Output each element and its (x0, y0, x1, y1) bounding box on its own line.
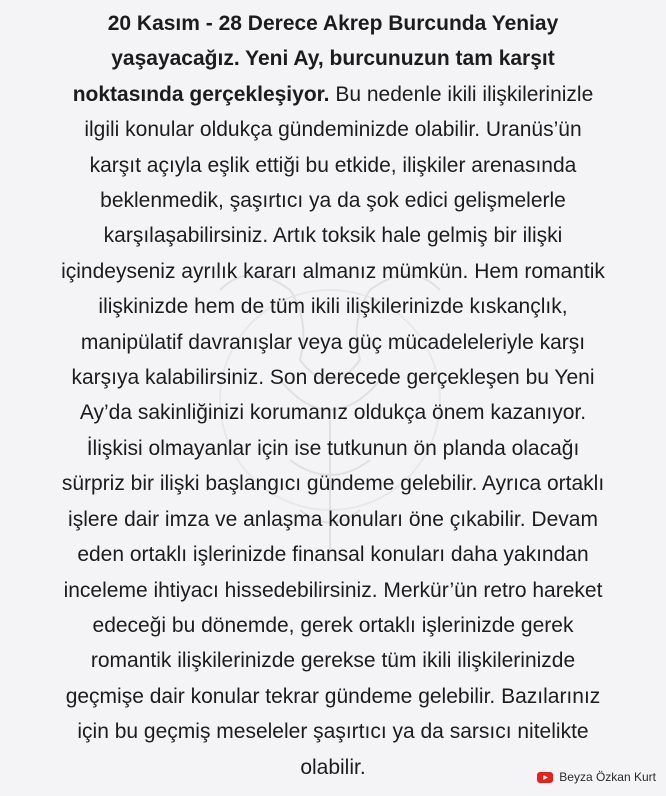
article-text: karşıt açıyla eşlik ettiği bu etkide, ilişkiler arenasında (89, 153, 577, 177)
article-line (8, 218, 658, 253)
article-text: geçmişe dair konular tekrar gündeme gelebilir. Bazılarınız (65, 684, 601, 708)
article-line (8, 41, 658, 76)
article-text: ilgili konular oldukça gündeminizde olabilir. Uranüs’ün (84, 118, 582, 142)
article-line (8, 395, 658, 430)
article-line (8, 112, 658, 147)
article-line (8, 502, 658, 537)
article-text: inceleme ihtiyacı hissedebilirsiniz. Merkür’ün retro hareket (63, 578, 603, 602)
article-text: Ay’da sakinliğinizi korumanız oldukça önem kazanıyor. (79, 401, 587, 425)
article-text: romantik ilişkilerinizde gerekse tüm ikili ilişkilerinizde (90, 649, 576, 673)
article-text: eden ortaklı işlerinizde finansal konuları daha yakından (77, 543, 589, 567)
article-bold-text: 20 Kasım - 28 Derece Akrep Burcunda Yeniay (107, 12, 559, 35)
article-line (8, 289, 658, 324)
author-credit (537, 770, 656, 784)
article-line (8, 714, 658, 749)
article-text: içindeyseniz ayrılık kararı almanız mümkün. Hem romantik (61, 259, 605, 283)
article-text: için bu geçmiş meseleler şaşırtıcı ya da sarsıcı nitelikte (77, 720, 589, 744)
article-text: sürpriz bir ilişki başlangıcı gündeme gelebilir. Ayrıca ortaklı (61, 472, 605, 496)
article-text: Bu nedenle ikili ilişkilerinizle (329, 82, 594, 106)
article-text: karşılaşabilirsiniz. Artık toksik hale gelmiş bir ilişki (103, 224, 563, 248)
article-text: karşıya kalabilirsiniz. Son derecede gerçekleşen bu Yeni (71, 366, 595, 390)
horoscope-article (8, 6, 658, 785)
article-text: beklenmedik, şaşırtıcı ya da şok edici gelişmelerle (100, 189, 566, 213)
article-bold-text: noktasında gerçekleşiyor. (72, 82, 330, 106)
youtube-icon (537, 772, 553, 783)
article-line (8, 679, 658, 714)
article-line (8, 254, 658, 289)
article-text: İlişkisi olmayanlar için ise tutkunun ön planda olacağı (86, 436, 580, 460)
article-line (8, 360, 658, 395)
article-bold-text: yaşayacağız. Yeni Ay, burcunuzun tam karşıt (111, 47, 555, 71)
article-text: işlere dair imza ve anlaşma konuları öne çıkabilir. Devam (68, 507, 598, 531)
article-text: ilişkinizde hem de tüm ikili ilişkilerinizde kıskançlık, (98, 295, 568, 319)
article-line (8, 148, 658, 183)
article-line (8, 537, 658, 572)
article-line (8, 573, 658, 608)
article-line (8, 431, 658, 466)
article-line (8, 608, 658, 643)
article-line (8, 6, 658, 41)
article-line (8, 183, 658, 218)
article-line (8, 325, 658, 360)
article-text: olabilir. (300, 755, 366, 779)
article-line (8, 466, 658, 501)
article-text: manipülatif davranışlar veya güç mücadeleleriyle karşı (80, 330, 586, 354)
article-line (8, 77, 658, 112)
article-line (8, 643, 658, 678)
author-name: Beyza Özkan Kurt (559, 770, 656, 784)
article-text: edeceği bu dönemde, gerek ortaklı işlerinizde gerek (92, 613, 574, 637)
